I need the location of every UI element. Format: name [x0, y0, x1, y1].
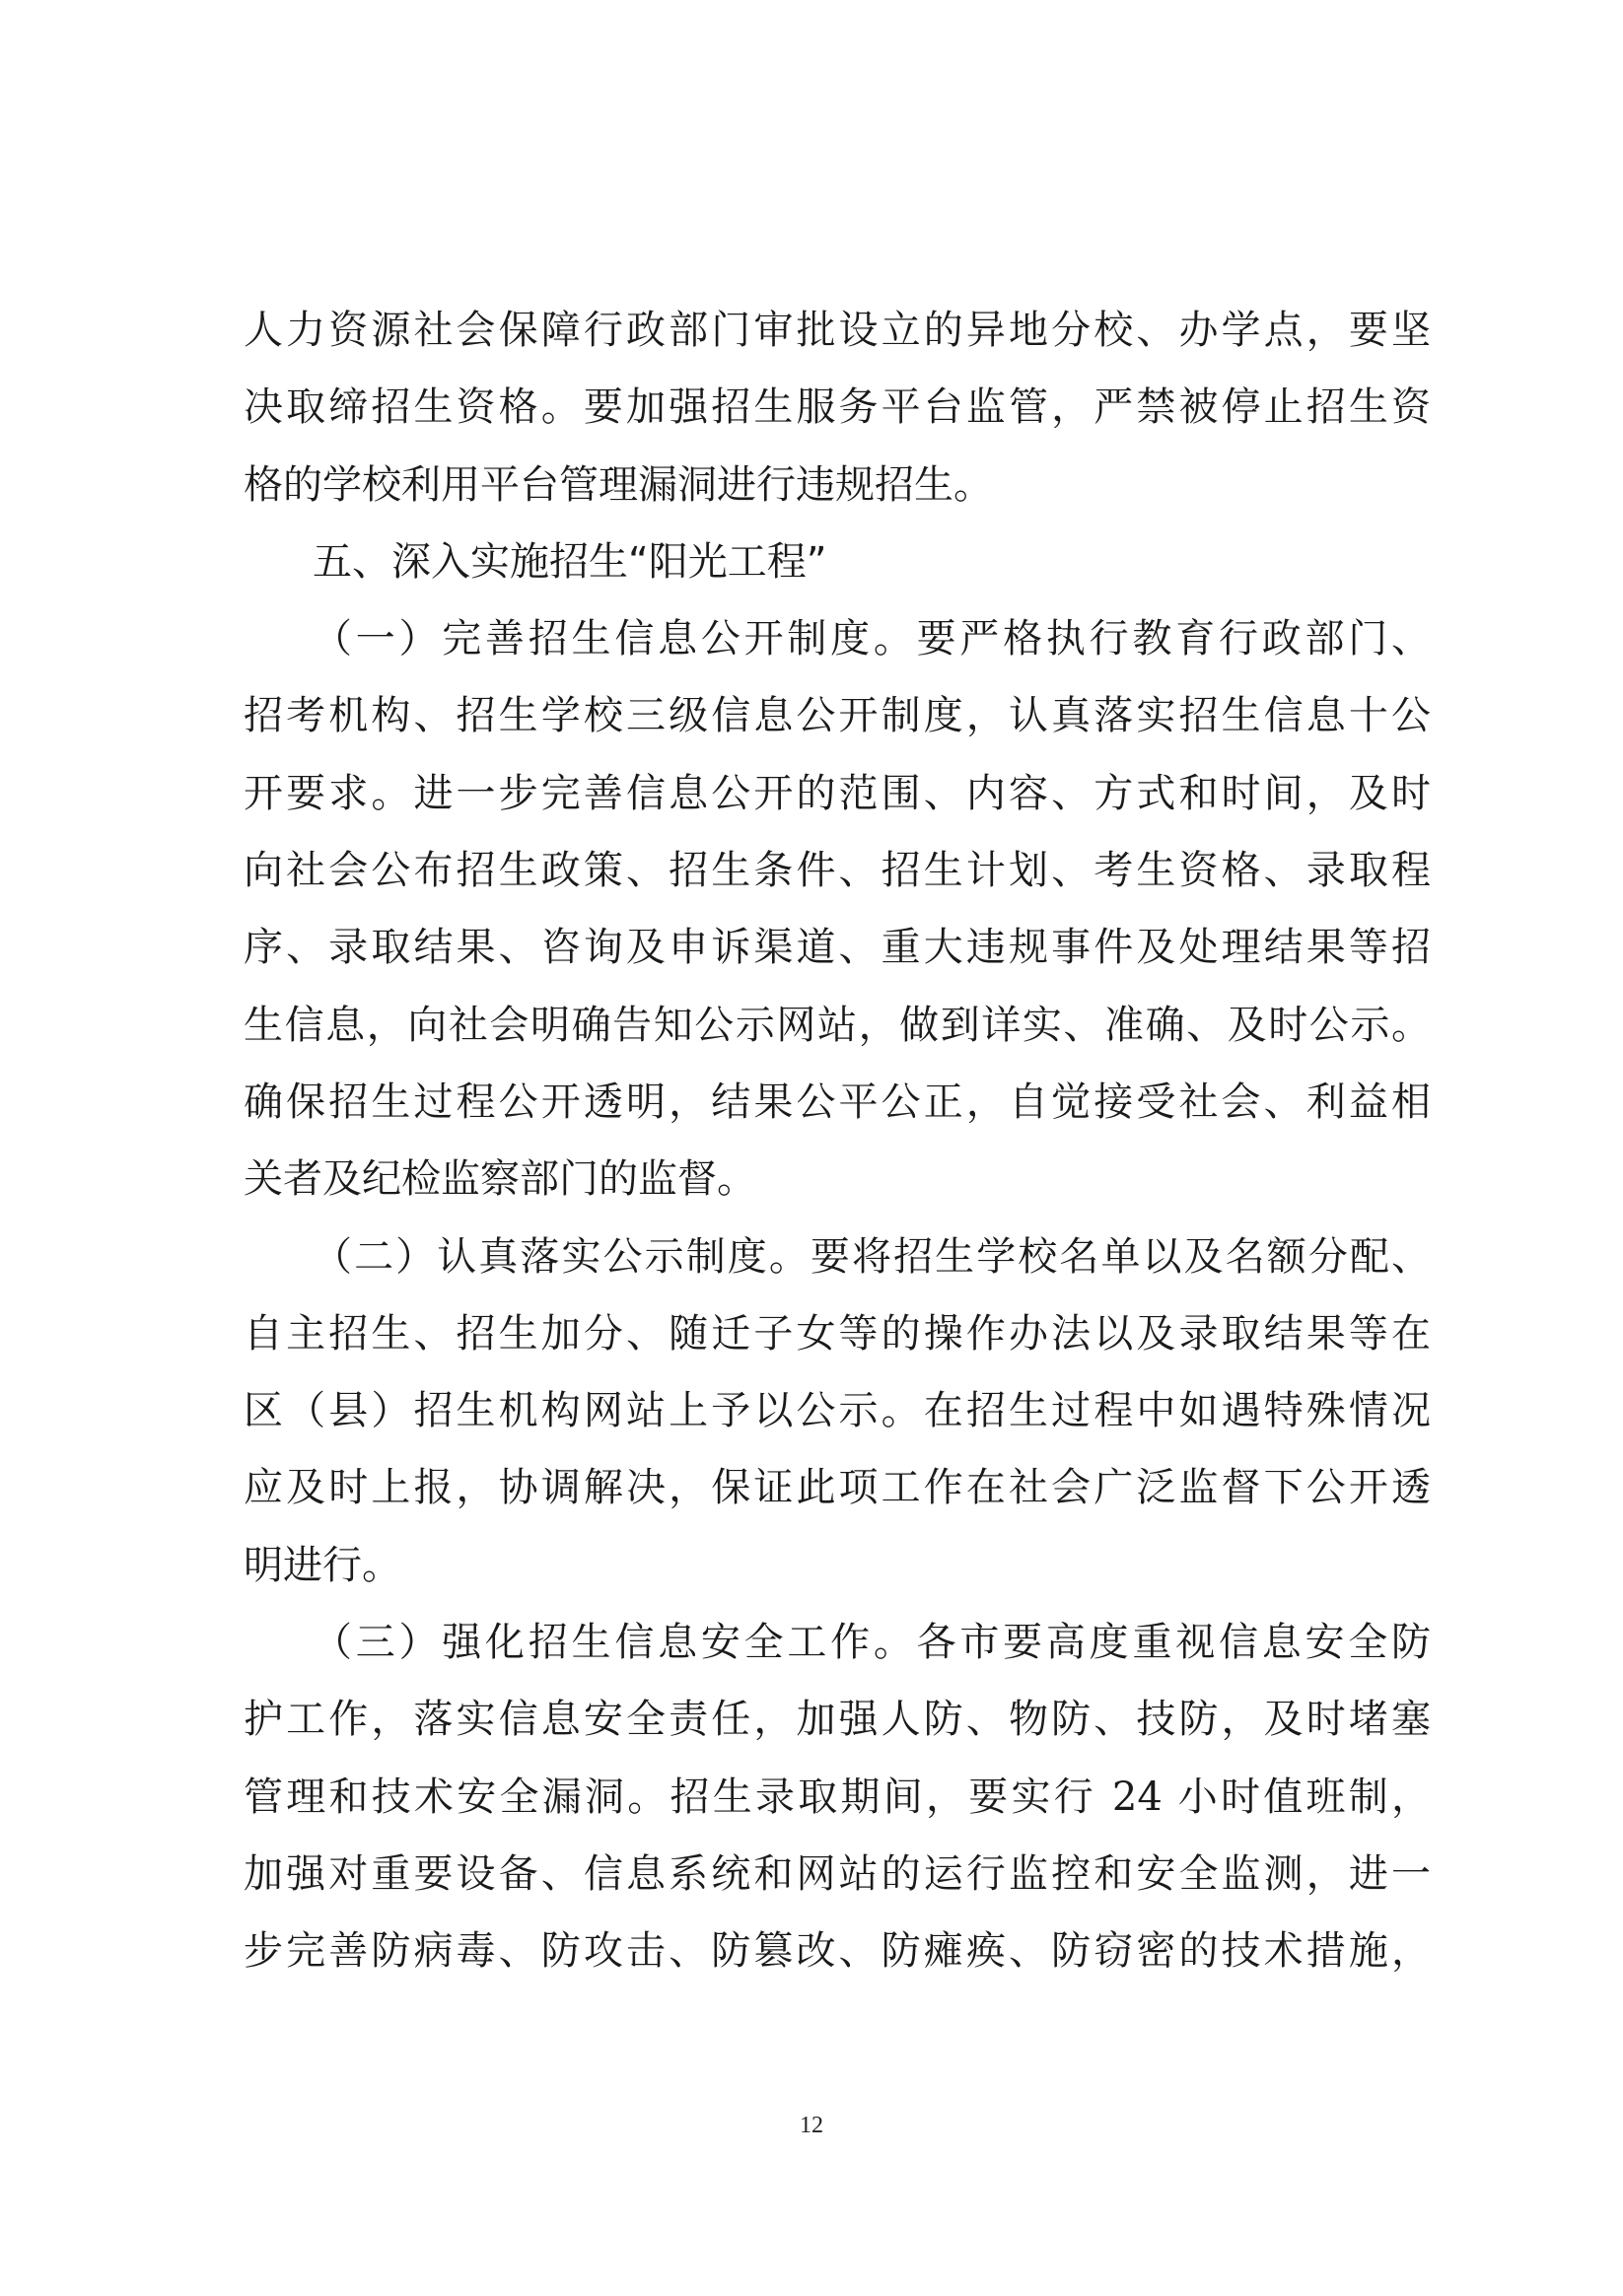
- body-line: 格的学校利用平台管理漏洞进行违规招生。: [244, 461, 993, 508]
- subsection-first-line: （一）完善招生信息公开制度。要严格执行教育行政部门、: [313, 616, 1431, 662]
- body-line: 管理和技术安全漏洞。招生录取期间，要实行 24 小时值班制，: [244, 1774, 1431, 1820]
- body-line: 护工作，落实信息安全责任，加强人防、物防、技防，及时堵塞: [244, 1697, 1431, 1743]
- body-line: 应及时上报，协调解决，保证此项工作在社会广泛监督下公开透: [244, 1465, 1431, 1511]
- body-line: 开要求。进一步完善信息公开的范围、内容、方式和时间，及时: [244, 770, 1431, 816]
- document-body: [244, 292, 1431, 1990]
- body-line: 加强对重要设备、信息系统和网站的运行监控和安全监测，进一: [244, 1850, 1431, 1897]
- body-line: 招考机构、招生学校三级信息公开制度，认真落实招生信息十公: [244, 693, 1431, 739]
- body-line: 确保招生过程公开透明，结果公平公正，自觉接受社会、利益相: [244, 1078, 1431, 1125]
- body-line: 步完善防病毒、防攻击、防篡改、防瘫痪、防窃密的技术措施，: [244, 1928, 1431, 1975]
- body-line: 区（县）招生机构网站上予以公示。在招生过程中如遇特殊情况: [244, 1388, 1431, 1434]
- subsection-first-line: （二）认真落实公示制度。要将招生学校名单以及名额分配、: [313, 1233, 1431, 1280]
- body-line: 明进行。: [244, 1542, 401, 1588]
- body-line: 序、录取结果、咨询及申诉渠道、重大违规事件及处理结果等招: [244, 925, 1431, 971]
- page-number: 12: [800, 2113, 823, 2138]
- body-line: 人力资源社会保障行政部门审批设立的异地分校、办学点，要坚: [244, 308, 1431, 353]
- body-line: 关者及纪检监察部门的监督。: [244, 1156, 756, 1203]
- body-line: 自主招生、招生加分、随迁子女等的操作办法以及录取结果等在: [244, 1310, 1431, 1357]
- body-line: 向社会公布招生政策、招生条件、招生计划、考生资格、录取程: [244, 848, 1431, 894]
- subsection-first-line: （三）强化招生信息安全工作。各市要高度重视信息安全防: [313, 1620, 1431, 1666]
- section-heading: 五、深入实施招生“阳光工程”: [313, 538, 827, 585]
- body-line: 决取缔招生资格。要加强招生服务平台监管，严禁被停止招生资: [244, 384, 1431, 431]
- body-line: 生信息，向社会明确告知公示网站，做到详实、准确、及时公示。: [244, 1002, 1431, 1048]
